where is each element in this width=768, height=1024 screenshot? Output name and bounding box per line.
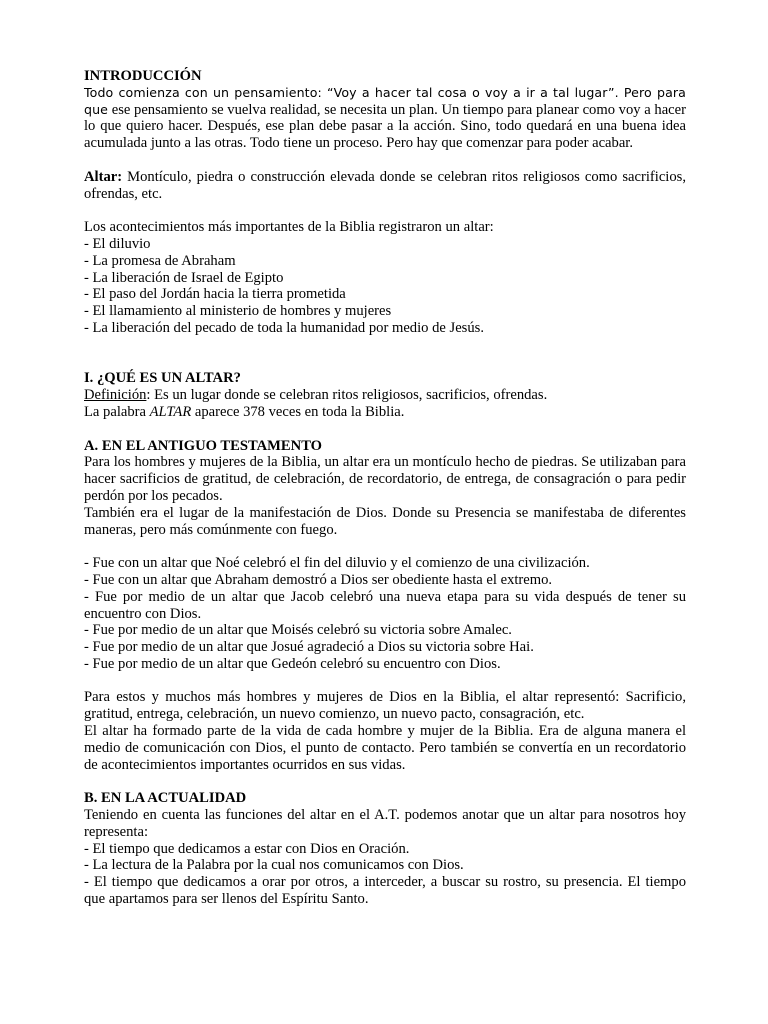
events-list [84,236,686,337]
list-item: - La liberación del pecado de toda la humanidad por medio de Jesús. [84,319,484,336]
definition-label: Definición [84,387,147,404]
list-item: - Fue por medio de un altar que Jacob celebró una nueva etapa para su vida después de tener su encuentro con Dios. [84,588,686,622]
altar-definition-text: Montículo, piedra o construcción elevada donde se celebran ritos religiosos como sacrificios, ofrendas, etc. [84,168,686,202]
list-item: - Fue con un altar que Abraham demostró a Dios ser obediente hasta el extremo. [84,571,553,588]
list-item: - La liberación de Israel de Egipto [84,269,284,286]
section1-count [84,404,686,421]
altar-definition [84,169,686,203]
list-item: - Fue por medio de un altar que Gedeón celebró su encuentro con Dios. [84,655,501,672]
list-item: - El tiempo que dedicamos a orar por otros, a interceder, a buscar su rostro, su presencia. El tiempo que apartamos para ser llenos del Espíritu Santo. [84,874,686,908]
intro-rest: ese pensamiento se vuelva realidad, se necesita un plan. Un tiempo para planear como voy a hacer lo que quiero hacer. Después, ese plan debe pasar a la acción. Sino, todo quedará en una buena idea acumulada junto a las otras. Todo tiene un proceso. Pero hay que comenzar para poder acabar. [84,101,686,152]
sectionB-list [84,841,686,908]
sectionA-list [84,555,686,673]
list-item: - La promesa de Abraham [84,252,236,269]
intro-first-sentence: Todo comienza con un pensamiento: “Voy a hacer tal cosa o voy a ir a tal lugar”. Pero para que [84,84,686,117]
altar-word: ALTAR [149,403,192,420]
list-item: - Fue por medio de un altar que Moisés celebró su victoria sobre Amalec. [84,622,512,639]
count-post: aparece 378 veces en toda la Biblia. [191,403,405,420]
definition-text: : Es un lugar donde se celebran ritos religiosos, sacrificios, ofrendas. [146,387,548,404]
list-item: - El llamamiento al ministerio de hombres y mujeres [84,303,392,320]
list-item: - La lectura de la Palabra por la cual nos comunicamos con Dios. [84,857,464,874]
list-item: - Fue con un altar que Noé celebró el fin del diluvio y el comienzo de una civilización. [84,555,590,572]
sectionA-paragraph-3: Para estos y muchos más hombres y mujeres de Dios en la Biblia, el altar representó: Sacrificio, gratitud, entrega, celebración, un nuevo comienzo, un nuevo pacto, consagración, etc. [84,689,686,723]
count-pre: La palabra [84,403,150,420]
sectionB-heading: B. EN LA ACTUALIDAD [84,790,247,807]
list-item: - El diluvio [84,235,151,252]
sectionB-paragraph-1: Teniendo en cuenta las funciones del altar en el A.T. podemos anotar que un altar para nosotros hoy representa: [84,807,686,840]
altar-term: Altar: [84,168,123,185]
intro-heading: INTRODUCCIÓN [84,68,202,84]
intro-paragraph [84,85,686,152]
sectionA-heading: A. EN EL ANTIGUO TESTAMENTO [84,437,323,454]
document-page [84,68,686,908]
sectionA-paragraph-2: También era el lugar de la manifestación de Dios. Donde su Presencia se manifestaba de diferentes maneras, pero más comúnmente con fuego. [84,504,686,538]
sectionA-paragraph-4: El altar ha formado parte de la vida de cada hombre y mujer de la Biblia. Era de alguna manera el medio de comunicación con Dios, el punto de contacto. Pero también se convertía en un recordatorio de acontecimientos importantes ocurridos en sus vidas. [84,723,686,773]
section1-definition [84,387,686,404]
sectionA-paragraph-1: Para los hombres y mujeres de la Biblia, un altar era un montículo hecho de piedras. Se utilizaban para hacer sacrificios de gratitud, de celebración, de recordatorio, de entrega, de consagración o para pedir perdón por los pecados. [84,454,686,504]
list-item: - El paso del Jordán hacia la tierra prometida [84,286,346,303]
list-item: - El tiempo que dedicamos a estar con Dios en Oración. [84,840,410,857]
section1-heading: I. ¿QUÉ ES UN ALTAR? [84,370,241,387]
list-item: - Fue por medio de un altar que Josué agradeció a Dios su victoria sobre Hai. [84,639,534,656]
events-intro: Los acontecimientos más importantes de la Biblia registraron un altar: [84,219,494,236]
